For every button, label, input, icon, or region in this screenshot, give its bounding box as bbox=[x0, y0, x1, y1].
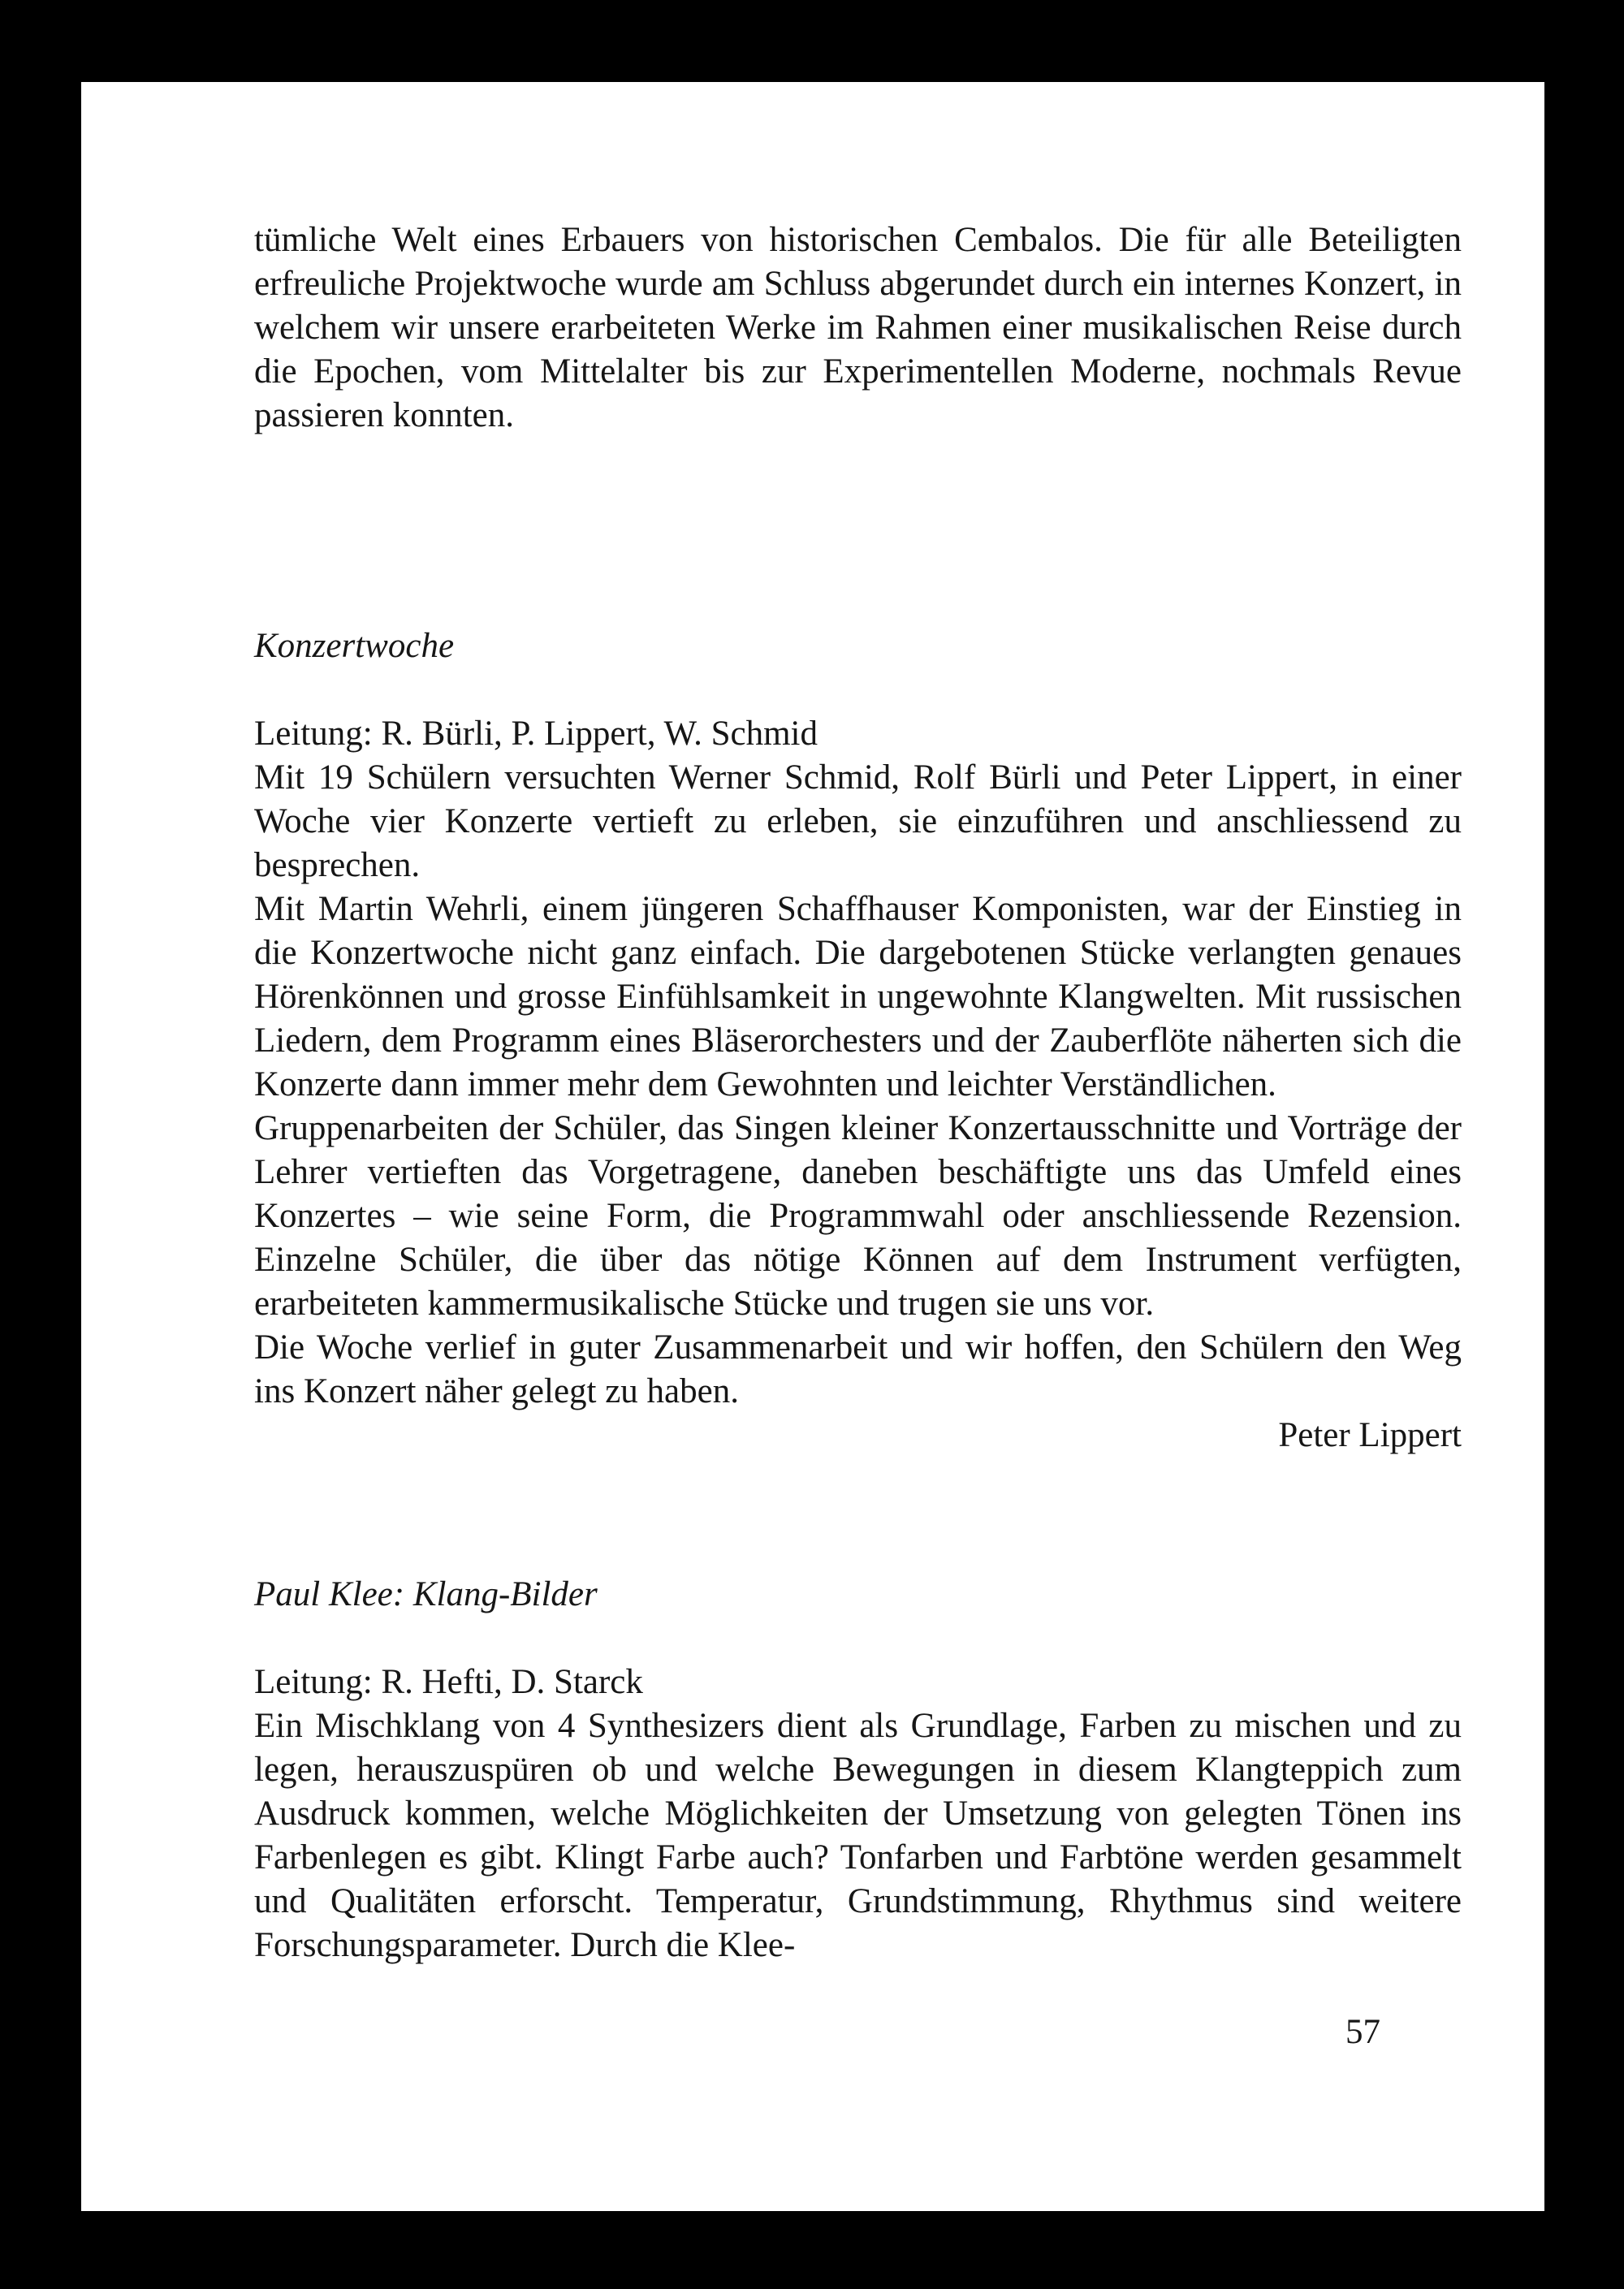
leitung-line: Leitung: R. Bürli, P. Lippert, W. Schmid bbox=[254, 715, 818, 753]
section-konzertwoche bbox=[254, 624, 1462, 668]
paragraph: Mit 19 Schülern versuchten Werner Schmid, Rolf Bürli und Peter Lippert, in einer Woche vier Konzerte vertieft zu erleben, sie einzuführen und anschliessend zu besprechen. bbox=[254, 758, 1462, 884]
paragraph: Ein Mischklang von 4 Synthesizers dient als Grundlage, Farben zu mischen und zu legen, herauszuspüren ob und welche Bewegungen in diesem Klangteppich zum Ausdruck kommen, welche Möglichkeiten der Umsetzung von gelegten Tönen ins Farbenlegen es gibt. Klingt Farbe auch? Tonfarben und Farbtöne werden gesammelt und Qualitäten erforscht. Temperatur, Grundstimmung, Rhythmus sind weitere Forschungsparameter. Durch die Klee- bbox=[254, 1707, 1462, 1964]
intro-block bbox=[254, 218, 1462, 438]
page-number: 57 bbox=[1345, 2013, 1380, 2051]
paragraph: Mit Martin Wehrli, einem jüngeren Schaffhauser Komponisten, war der Einstieg in die Konzertwoche nicht ganz einfach. Die dargebotenen Stücke verlangten genaues Hörenkönnen und grosse Einfühlsamkeit in ungewohnte Klangwelten. Mit russischen Liedern, dem Programm eines Bläserorchesters und der Zauberflöte näherten sich die Konzerte dann immer mehr dem Gewohnten und leichter Verständlichen. bbox=[254, 890, 1462, 1103]
section-konzertwoche-body bbox=[254, 712, 1462, 1458]
section-klee-body bbox=[254, 1661, 1462, 1967]
paragraph: Die Woche verlief in guter Zusammenarbeit und wir hoffen, den Schülern den Weg ins Konzert näher gelegt zu haben. bbox=[254, 1328, 1462, 1410]
section-klee bbox=[254, 1573, 1462, 1617]
section-title: Konzertwoche bbox=[254, 627, 455, 665]
intro-paragraph: tümliche Welt eines Erbauers von historischen Cembalos. Die für alle Beteiligten erfreuliche Projektwoche wurde am Schluss abgerundet durch ein internes Konzert, in welchem wir unsere erarbeiteten Werke im Rahmen einer musikalischen Reise durch die Epochen, vom Mittelalter bis zur Experimentellen Moderne, nochmals Revue passieren konnten. bbox=[254, 221, 1462, 434]
paragraph: Gruppenarbeiten der Schüler, das Singen kleiner Konzertausschnitte und Vorträge der Lehrer vertieften das Vorgetragene, daneben beschäftigte uns das Umfeld eines Konzertes – wie seine Form, die Programmwahl oder anschliessende Rezension. Einzelne Schüler, die über das nötige Können auf dem Instrument verfügten, erarbeiteten kammermusikalische Stücke und trugen sie uns vor. bbox=[254, 1109, 1462, 1323]
section-title: Paul Klee: Klang-Bilder bbox=[254, 1575, 598, 1613]
leitung-line: Leitung: R. Hefti, D. Starck bbox=[254, 1663, 643, 1701]
author-signature: Peter Lippert bbox=[1278, 1416, 1462, 1454]
page bbox=[81, 82, 1544, 2211]
